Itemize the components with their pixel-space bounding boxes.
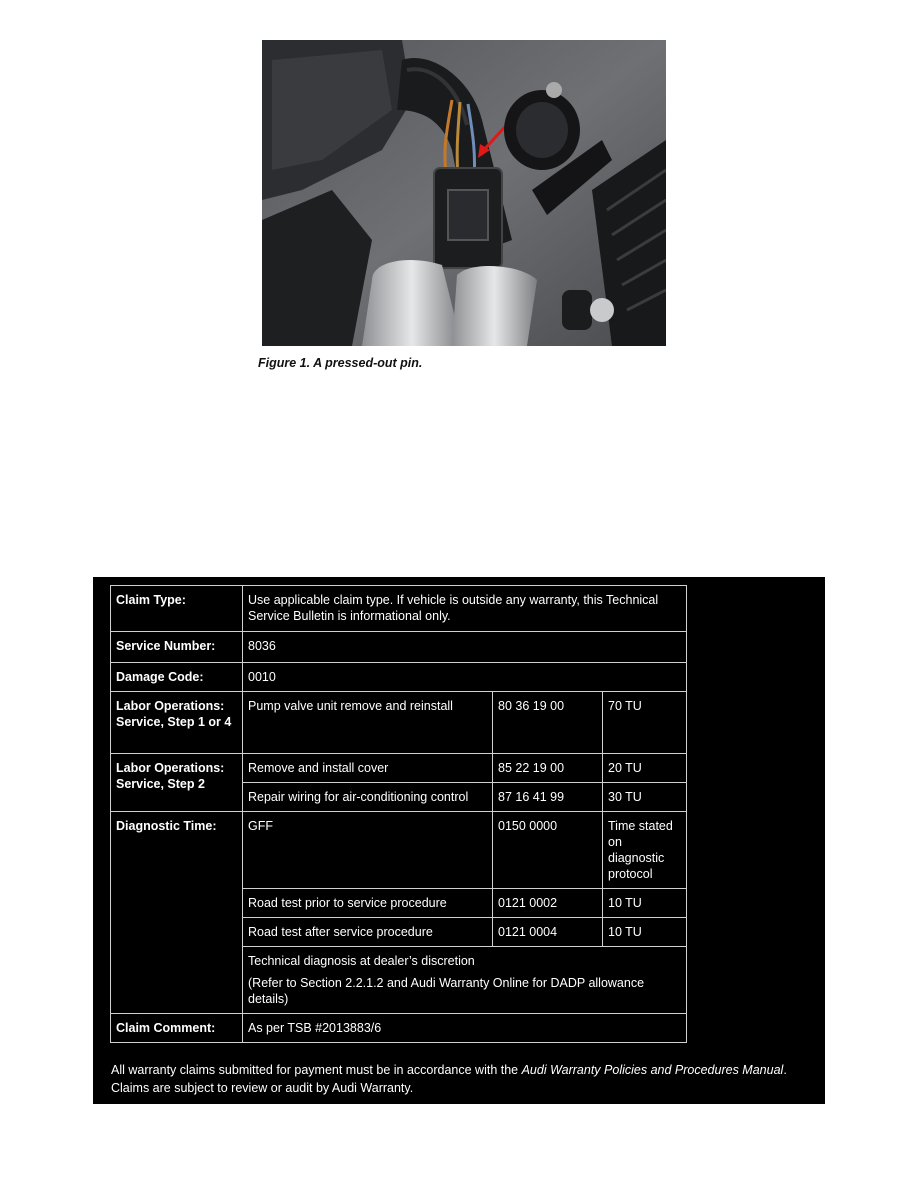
claim-type-row [111, 586, 687, 632]
damage-code-row [111, 663, 687, 692]
diagnostic-time-1: Time stated on diagnostic protocol [603, 812, 687, 889]
figure-caption: Figure 1. A pressed-out pin. [258, 356, 423, 370]
labor-step2-desc-2: Repair wiring for air-conditioning control [243, 783, 493, 812]
labor-step2-row-1 [111, 754, 687, 783]
diagnostic-code-1: 0150 0000 [493, 812, 603, 889]
labor-step2-code-1: 85 22 19 00 [493, 754, 603, 783]
claim-comment-value: As per TSB #2013883/6 [243, 1014, 687, 1043]
warranty-footer-note [111, 1061, 811, 1097]
labor-step1-time: 70 TU [603, 692, 687, 754]
claim-comment-label: Claim Comment: [111, 1014, 243, 1043]
claim-type-label: Claim Type: [111, 586, 243, 632]
diagnostic-time-3: 10 TU [603, 918, 687, 947]
claim-type-value: Use applicable claim type. If vehicle is outside any warranty, this Technical Service Bulletin is informational only. [243, 586, 687, 632]
service-number-label: Service Number: [111, 632, 243, 663]
footer-text-b: . Claims are subject to review or audit by Audi Warranty. [111, 1063, 787, 1095]
diagnostic-time-label: Diagnostic Time: [111, 812, 243, 1014]
diagnostic-time-2: 10 TU [603, 889, 687, 918]
diagnostic-note-line1: Technical diagnosis at dealer’s discretion [248, 954, 475, 968]
diagnostic-desc-3: Road test after service procedure [243, 918, 493, 947]
service-number-value: 8036 [243, 632, 687, 663]
diagnostic-code-3: 0121 0004 [493, 918, 603, 947]
engine-bay-photo [262, 40, 666, 346]
footer-text-a: All warranty claims submitted for payment must be in accordance with the [111, 1063, 522, 1077]
claim-comment-row [111, 1014, 687, 1043]
labor-step2-label: Labor Operations: Service, Step 2 [111, 754, 243, 812]
diagnostic-note-line2: (Refer to Section 2.2.1.2 and Audi Warranty Online for DADP allowance details) [248, 976, 645, 1006]
claim-table [110, 585, 687, 1043]
diagnostic-code-2: 0121 0002 [493, 889, 603, 918]
labor-step1-code: 80 36 19 00 [493, 692, 603, 754]
diagnostic-desc-2: Road test prior to service procedure [243, 889, 493, 918]
footer-manual-title: Audi Warranty Policies and Procedures Manual [521, 1063, 784, 1077]
labor-step2-time-2: 30 TU [603, 783, 687, 812]
service-number-row [111, 632, 687, 663]
warranty-panel [93, 577, 825, 1104]
labor-step2-code-2: 87 16 41 99 [493, 783, 603, 812]
damage-code-label: Damage Code: [111, 663, 243, 692]
diagnostic-desc-1: GFF [243, 812, 493, 889]
labor-step1-desc: Pump valve unit remove and reinstall [243, 692, 493, 754]
damage-code-value: 0010 [243, 663, 687, 692]
photo-illustration [262, 40, 666, 346]
diagnostic-note [243, 947, 687, 1014]
labor-step1-row [111, 692, 687, 754]
diagnostic-row-1 [111, 812, 687, 889]
labor-step1-label: Labor Operations: Service, Step 1 or 4 [111, 692, 243, 754]
labor-step2-time-1: 20 TU [603, 754, 687, 783]
labor-step2-desc-1: Remove and install cover [243, 754, 493, 783]
